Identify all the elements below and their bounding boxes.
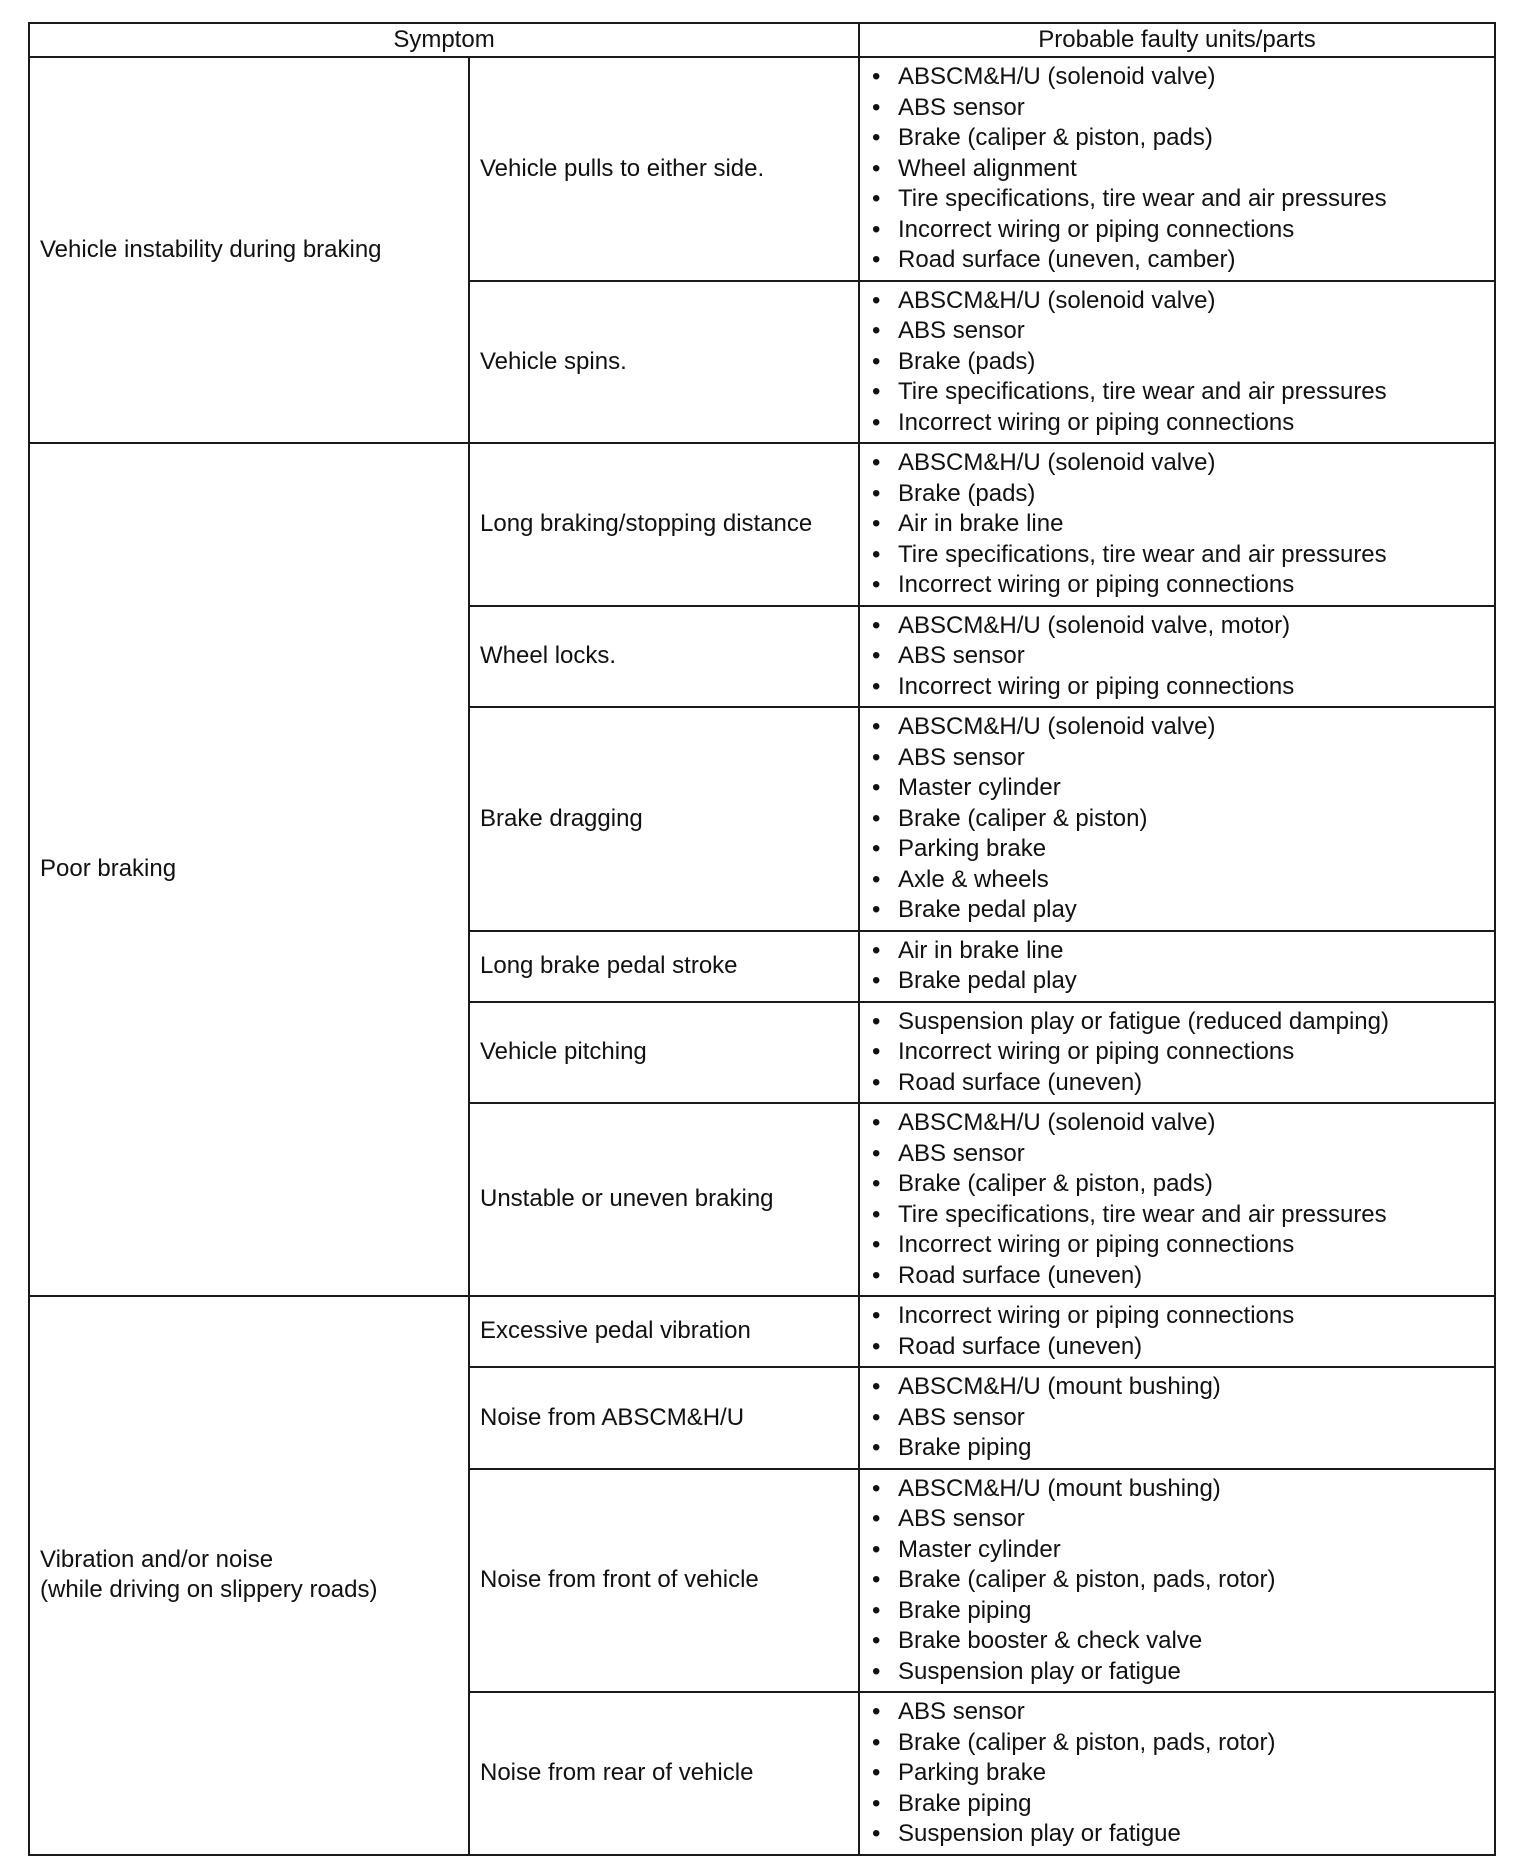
probable-parts-cell — [859, 1002, 1495, 1104]
part-item: • Brake booster & check valve — [868, 1626, 1488, 1657]
part-item: • Brake (caliper & piston) — [868, 804, 1488, 835]
part-item: • Brake (caliper & piston, pads, rotor) — [868, 1565, 1488, 1596]
part-item: • Brake (pads) — [868, 479, 1488, 510]
part-item: • Tire specifications, tire wear and air pressures — [868, 377, 1488, 408]
parts-list — [868, 1474, 1488, 1688]
symptom-detail: Long braking/stopping distance — [469, 443, 859, 606]
symptom-detail: Vehicle spins. — [469, 281, 859, 444]
part-item: • ABSCM&H/U (mount bushing) — [868, 1474, 1488, 1505]
part-item: • Brake pedal play — [868, 895, 1488, 926]
part-item: • ABSCM&H/U (mount bushing) — [868, 1372, 1488, 1403]
parts-list — [868, 286, 1488, 439]
category-label: Vibration and/or noise — [40, 1545, 274, 1573]
part-item: • ABS sensor — [868, 316, 1488, 347]
part-item: • Brake piping — [868, 1596, 1488, 1627]
part-item: • Brake piping — [868, 1789, 1488, 1820]
part-item: • Suspension play or fatigue — [868, 1819, 1488, 1850]
symptom-detail: Wheel locks. — [469, 606, 859, 708]
part-item: • Incorrect wiring or piping connections — [868, 215, 1488, 246]
diagnosis-table — [28, 22, 1496, 1856]
parts-list — [868, 448, 1488, 601]
parts-list — [868, 62, 1488, 276]
table-row — [29, 1296, 1495, 1367]
part-item: • ABSCM&H/U (solenoid valve) — [868, 1108, 1488, 1139]
probable-parts-cell — [859, 443, 1495, 606]
part-item: • ABSCM&H/U (solenoid valve) — [868, 62, 1488, 93]
parts-header: Probable faulty units/parts — [859, 23, 1495, 57]
part-item: • ABS sensor — [868, 1697, 1488, 1728]
symptom-detail: Noise from ABSCM&H/U — [469, 1367, 859, 1469]
probable-parts-cell — [859, 707, 1495, 931]
part-item: • Suspension play or fatigue (reduced damping) — [868, 1007, 1488, 1038]
parts-list — [868, 611, 1488, 703]
symptom-detail: Vehicle pitching — [469, 1002, 859, 1104]
part-item: • Parking brake — [868, 1758, 1488, 1789]
part-item: • ABS sensor — [868, 1139, 1488, 1170]
part-item: • Air in brake line — [868, 936, 1488, 967]
parts-list — [868, 1301, 1488, 1362]
part-item: • Suspension play or fatigue — [868, 1657, 1488, 1688]
part-item: • Tire specifications, tire wear and air pressures — [868, 184, 1488, 215]
part-item: • Parking brake — [868, 834, 1488, 865]
probable-parts-cell — [859, 1103, 1495, 1296]
probable-parts-cell — [859, 1296, 1495, 1367]
symptom-detail: Unstable or uneven braking — [469, 1103, 859, 1296]
part-item: • ABSCM&H/U (solenoid valve, motor) — [868, 611, 1488, 642]
part-item: • Brake (caliper & piston, pads) — [868, 1169, 1488, 1200]
part-item: • Road surface (uneven) — [868, 1261, 1488, 1292]
part-item: • Incorrect wiring or piping connections — [868, 1230, 1488, 1261]
table-body — [29, 57, 1495, 1855]
part-item: • Incorrect wiring or piping connections — [868, 570, 1488, 601]
table-row — [29, 443, 1495, 606]
part-item: • ABS sensor — [868, 641, 1488, 672]
probable-parts-cell — [859, 1692, 1495, 1855]
symptom-category — [29, 57, 469, 443]
part-item: • ABS sensor — [868, 1403, 1488, 1434]
part-item: • Brake (caliper & piston, pads) — [868, 123, 1488, 154]
part-item: • Road surface (uneven, camber) — [868, 245, 1488, 276]
category-label: Vehicle instability during braking — [40, 235, 382, 263]
symptom-detail: Noise from front of vehicle — [469, 1469, 859, 1693]
header-row — [29, 23, 1495, 57]
parts-list — [868, 1007, 1488, 1099]
part-item: • Brake pedal play — [868, 966, 1488, 997]
part-item: • Master cylinder — [868, 1535, 1488, 1566]
parts-list — [868, 1372, 1488, 1464]
symptom-header: Symptom — [29, 23, 859, 57]
part-item: • ABSCM&H/U (solenoid valve) — [868, 712, 1488, 743]
part-item: • Incorrect wiring or piping connections — [868, 408, 1488, 439]
parts-list — [868, 1108, 1488, 1291]
part-item: • Axle & wheels — [868, 865, 1488, 896]
part-item: • Tire specifications, tire wear and air pressures — [868, 540, 1488, 571]
symptom-detail: Excessive pedal vibration — [469, 1296, 859, 1367]
parts-list — [868, 712, 1488, 926]
probable-parts-cell — [859, 1469, 1495, 1693]
probable-parts-cell — [859, 606, 1495, 708]
probable-parts-cell — [859, 931, 1495, 1002]
part-item: • Master cylinder — [868, 773, 1488, 804]
part-item: • Tire specifications, tire wear and air pressures — [868, 1200, 1488, 1231]
part-item: • Incorrect wiring or piping connections — [868, 1301, 1488, 1332]
part-item: • Incorrect wiring or piping connections — [868, 1037, 1488, 1068]
category-label: (while driving on slippery roads) — [40, 1576, 378, 1604]
symptom-detail: Brake dragging — [469, 707, 859, 931]
part-item: • Road surface (uneven) — [868, 1068, 1488, 1099]
part-item: • Wheel alignment — [868, 154, 1488, 185]
symptom-detail: Long brake pedal stroke — [469, 931, 859, 1002]
table-row — [29, 57, 1495, 281]
probable-parts-cell — [859, 281, 1495, 444]
symptom-category — [29, 443, 469, 1296]
part-item: • Road surface (uneven) — [868, 1332, 1488, 1363]
part-item: • Brake (caliper & piston, pads, rotor) — [868, 1728, 1488, 1759]
part-item: • Incorrect wiring or piping connections — [868, 672, 1488, 703]
part-item: • Air in brake line — [868, 509, 1488, 540]
symptom-detail: Vehicle pulls to either side. — [469, 57, 859, 281]
symptom-category — [29, 1296, 469, 1855]
parts-list — [868, 1697, 1488, 1850]
part-item: • ABS sensor — [868, 1504, 1488, 1535]
part-item: • ABSCM&H/U (solenoid valve) — [868, 286, 1488, 317]
part-item: • ABS sensor — [868, 93, 1488, 124]
part-item: • Brake (pads) — [868, 347, 1488, 378]
parts-list — [868, 936, 1488, 997]
probable-parts-cell — [859, 1367, 1495, 1469]
probable-parts-cell — [859, 57, 1495, 281]
category-label: Poor braking — [40, 855, 177, 883]
symptom-detail: Noise from rear of vehicle — [469, 1692, 859, 1855]
part-item: • ABSCM&H/U (solenoid valve) — [868, 448, 1488, 479]
part-item: • ABS sensor — [868, 743, 1488, 774]
part-item: • Brake piping — [868, 1433, 1488, 1464]
